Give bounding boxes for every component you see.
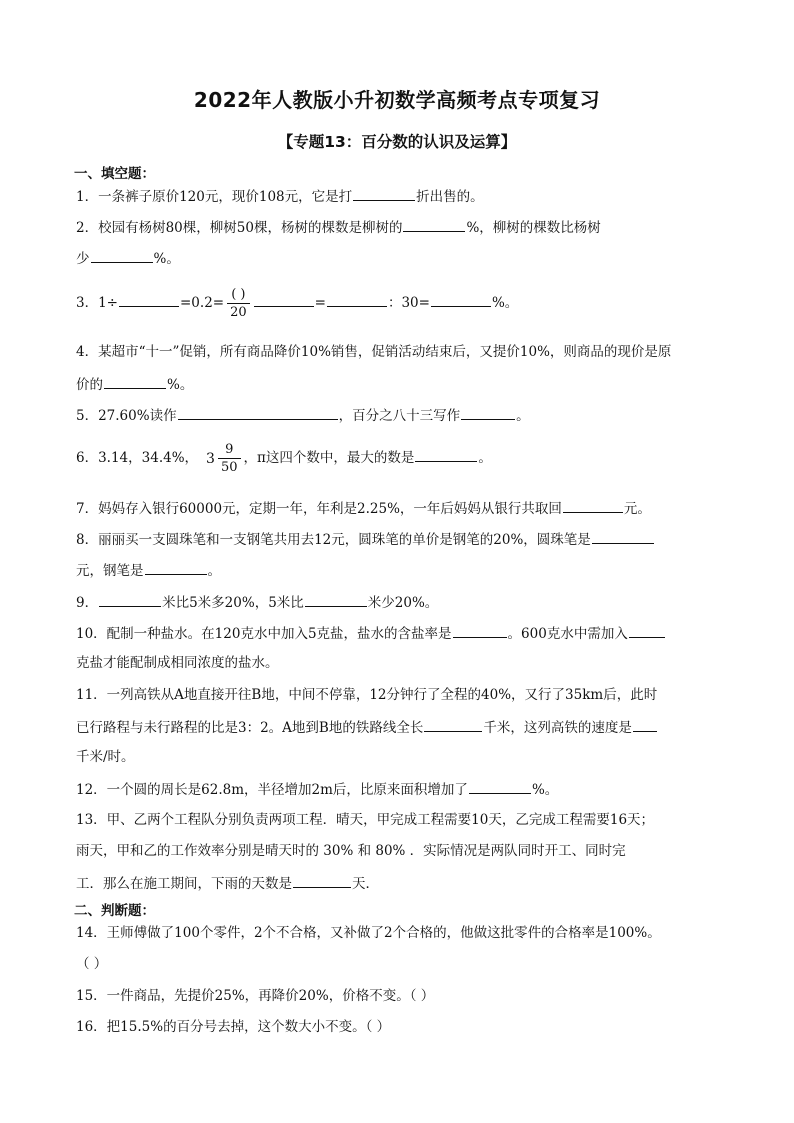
question-13-cont: 雨天，甲和乙的工作效率分别是晴天时的 30% 和 80% ．实际情况是两队同时开工、同时完	[76, 843, 626, 859]
answer-blank[interactable]	[469, 779, 531, 794]
answer-blank[interactable]	[633, 717, 657, 732]
question-4: 4．某超市“十一”促销，所有商品降价10%销售，促销活动结束后，又提价10%，则商品的现价是原	[76, 344, 672, 360]
fraction: $\frac{( )}{20}$	[227, 286, 250, 321]
question-2-cont: 少 %。	[76, 248, 180, 268]
answer-blank[interactable]	[431, 292, 491, 307]
answer-blank[interactable]	[99, 592, 161, 607]
question-6: 6．3.14，34.4%， 3 $\frac{9}{50}$ ，π这四个数中，最大的数是 。	[76, 442, 492, 475]
question-11-cont2: 千米/时。	[76, 749, 135, 765]
question-10: 10．配制一种盐水。在120克水中加入5克盐，盐水的含盐率是 。600克水中需加入	[76, 623, 666, 643]
answer-blank[interactable]	[461, 405, 515, 420]
question-16: 16．把15.5%的百分号去掉，这个数大小不变。（ ）	[76, 1019, 391, 1035]
fraction: $\frac{9}{50}$	[218, 441, 241, 476]
answer-blank[interactable]	[563, 498, 623, 513]
answer-blank[interactable]	[415, 447, 477, 462]
question-10-cont: 克盐才能配制成相同浓度的盐水。	[76, 655, 279, 671]
section-true-false: 二、判断题：	[74, 903, 155, 919]
question-9: 9． 米比5米多20%，5米比 米少20%。	[76, 592, 438, 612]
question-7: 7．妈妈存入银行60000元，定期一年，年利是2.25%，一年后妈妈从银行共取回 元。	[76, 498, 651, 518]
answer-blank[interactable]	[592, 529, 654, 544]
answer-blank[interactable]	[178, 405, 338, 420]
question-15: 15．一件商品，先提价25%，再降价20%，价格不变。（ ）	[76, 988, 435, 1004]
question-14-cont	[76, 955, 107, 973]
answer-parentheses[interactable]: （ ）	[76, 956, 108, 972]
answer-blank[interactable]	[453, 623, 507, 638]
question-2: 2．校园有杨树80棵，柳树50棵，杨树的棵数是柳树的 %，柳树的棵数比杨树	[76, 217, 601, 237]
answer-blank[interactable]	[119, 292, 179, 307]
question-3: 3．1÷ =0.2= $\frac{( )}{20}$ = ：30= %。	[76, 287, 519, 320]
question-1: 1．一条裤子原价120元，现价108元，它是打 折出售的。	[76, 186, 484, 206]
answer-blank[interactable]	[424, 717, 482, 732]
question-13-cont2: 工．那么在施工期间，下雨的天数是 天．	[76, 873, 379, 893]
answer-blank[interactable]	[353, 186, 415, 201]
answer-blank[interactable]	[403, 217, 465, 232]
answer-blank[interactable]	[305, 592, 367, 607]
question-8: 8．丽丽买一支圆珠笔和一支钢笔共用去12元，圆珠笔的单价是钢笔的20%，圆珠笔是	[76, 529, 655, 549]
page-subtitle: 【专题13：百分数的认识及运算】	[277, 133, 517, 151]
question-14: 14．王师傅做了100个零件，2个不合格，又补做了2个合格的，他做这批零件的合格率是100%。	[76, 925, 661, 941]
question-13: 13．甲、乙两个工程队分别负责两项工程．晴天，甲完成工程需要10天，乙完成工程需要16天；	[76, 812, 655, 828]
question-8-cont: 元，钢笔是 。	[76, 560, 221, 580]
answer-blank[interactable]	[104, 374, 166, 389]
page-title: 2022年人教版小升初数学高频考点专项复习	[193, 88, 601, 112]
answer-blank[interactable]	[254, 292, 314, 307]
section-fill-in: 一、填空题：	[74, 166, 155, 182]
answer-blank[interactable]	[145, 560, 207, 575]
question-11: 11．一列高铁从A地直接开往B地，中间不停靠，12分钟行了全程的40%，又行了35km后，此时	[76, 687, 658, 703]
answer-blank[interactable]	[293, 873, 351, 888]
answer-blank[interactable]	[91, 248, 153, 263]
question-5: 5．27.60%读作 ，百分之八十三写作 。	[76, 405, 530, 425]
question-11-cont: 已行路程与未行路程的比是3：2。A地到B地的铁路线全长 千米，这列高铁的速度是	[76, 717, 658, 737]
answer-blank[interactable]	[629, 623, 665, 638]
question-4-cont: 价的 %。	[76, 374, 193, 394]
answer-blank[interactable]	[327, 292, 387, 307]
question-12: 12．一个圆的周长是62.8m，半径增加2m后，比原来面积增加了 %。	[76, 779, 558, 799]
